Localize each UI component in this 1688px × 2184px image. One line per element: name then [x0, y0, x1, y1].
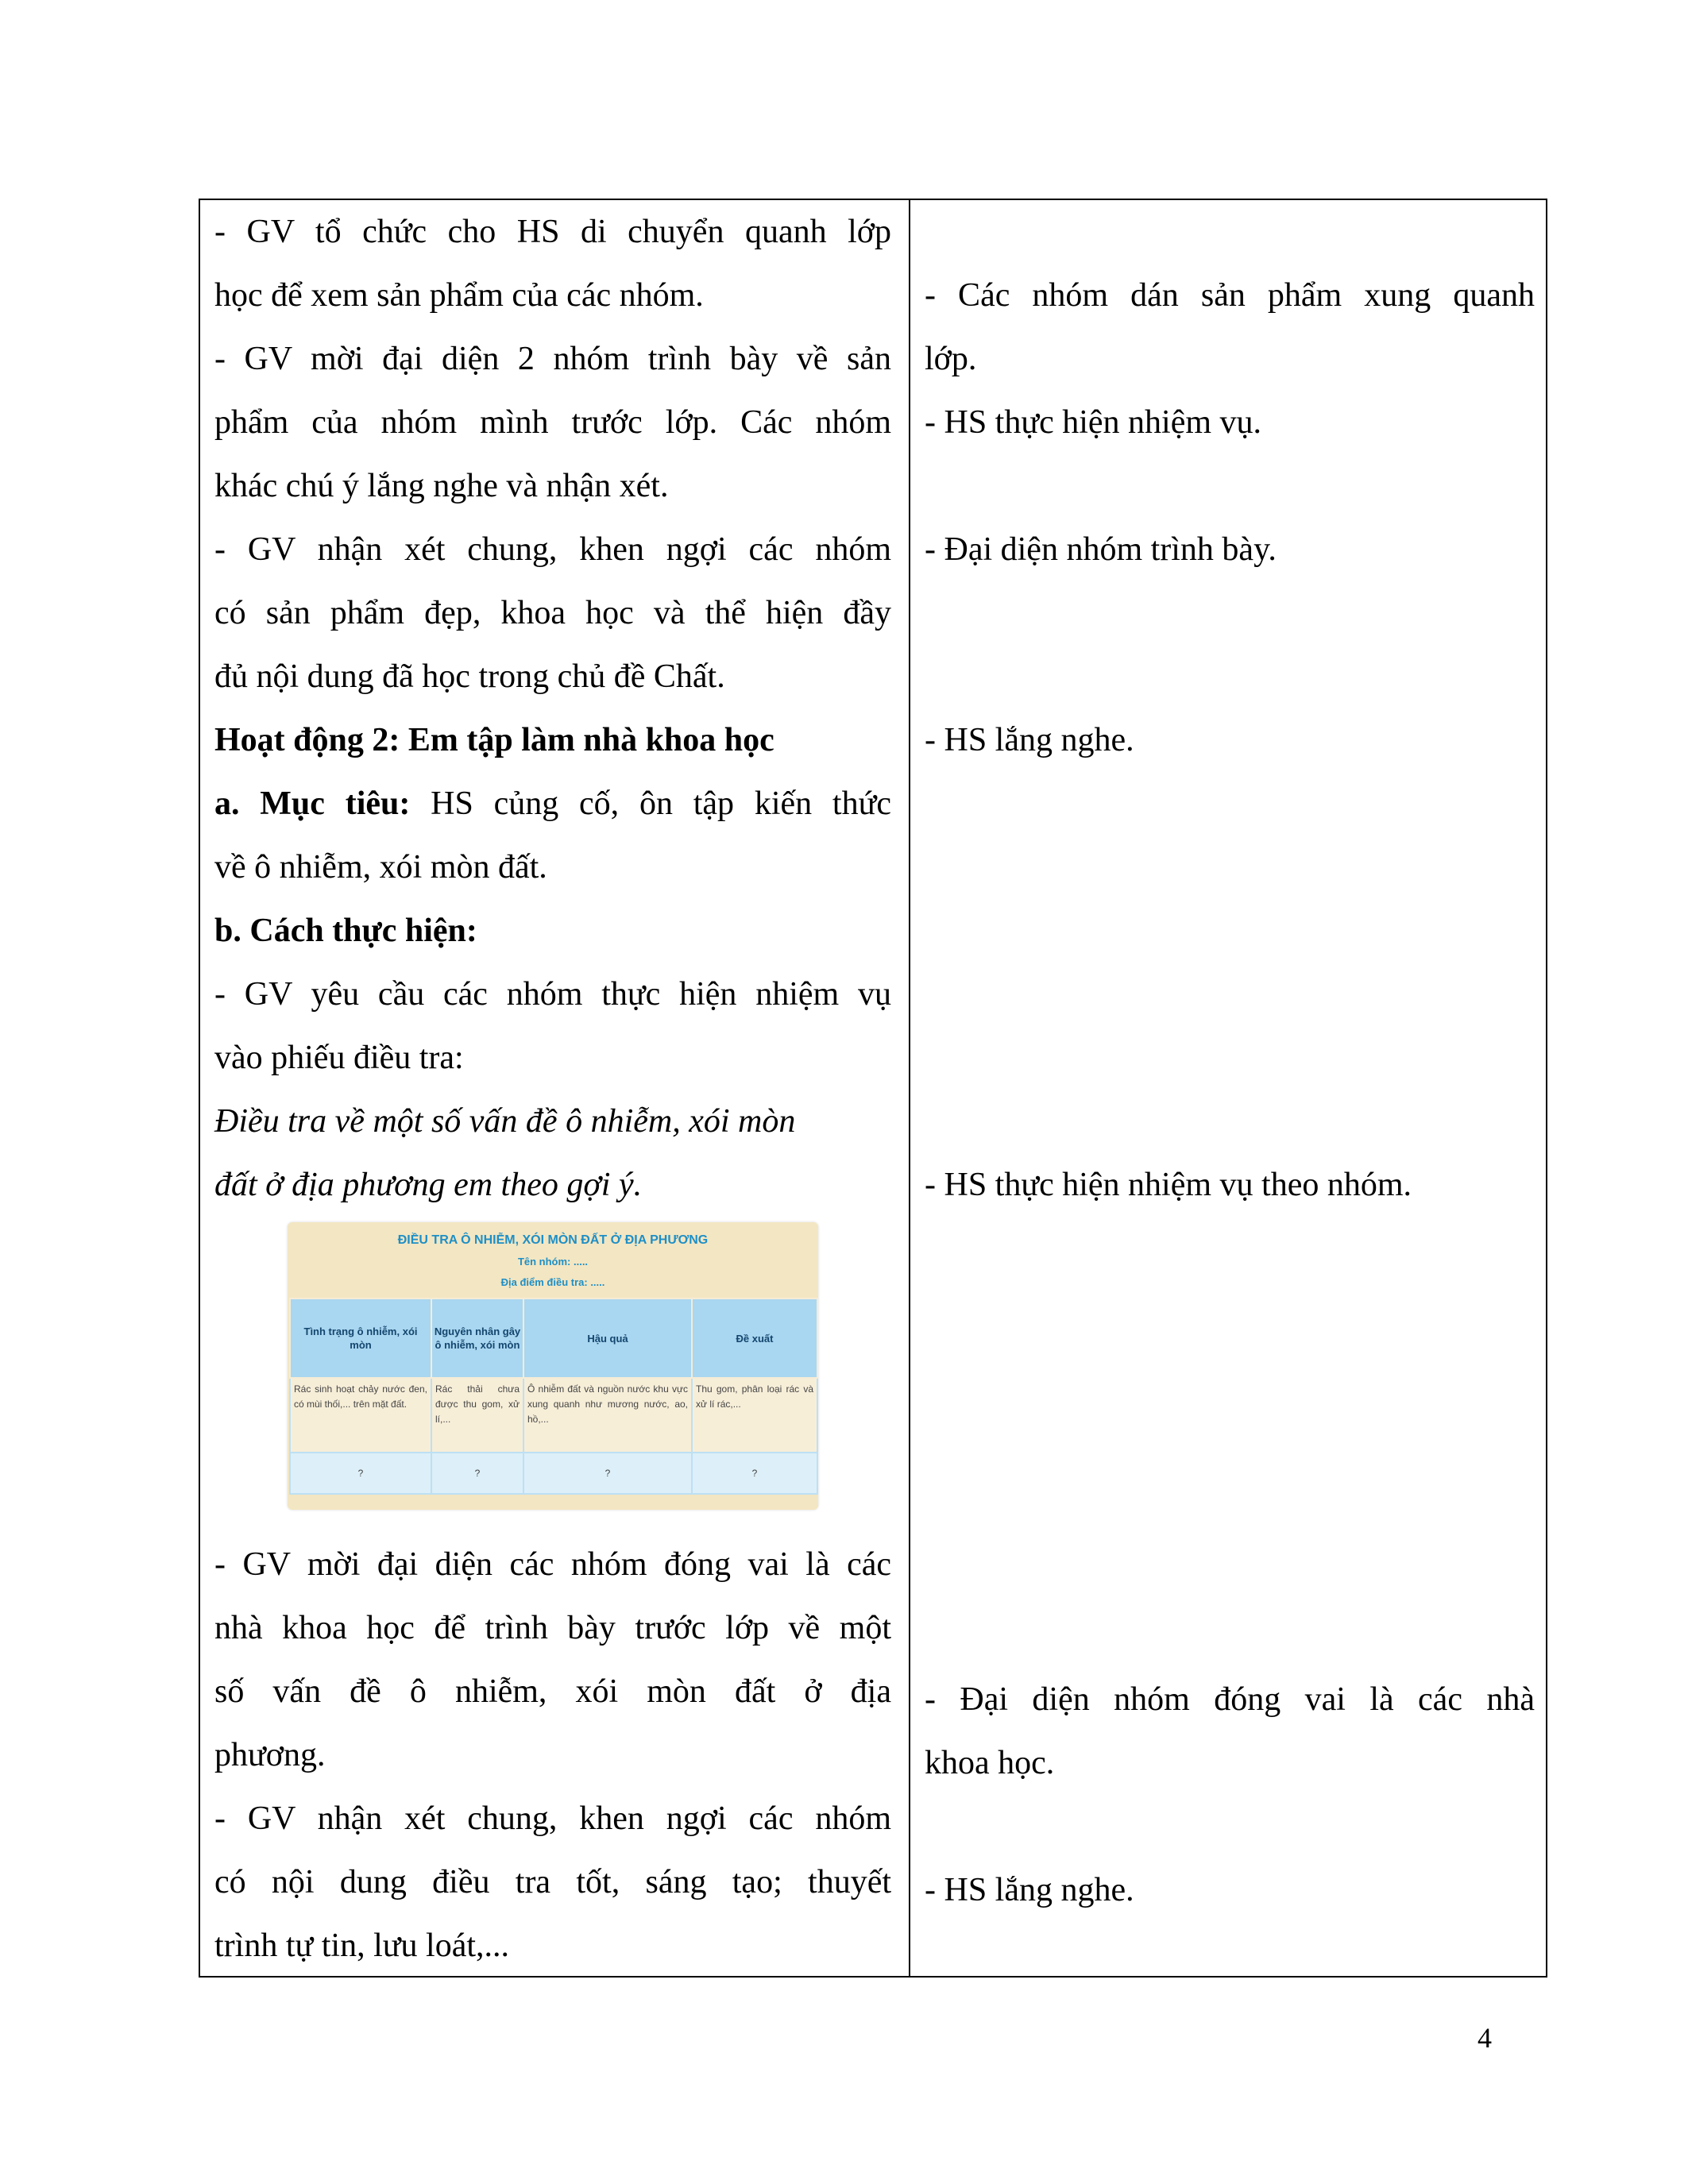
left-line: có sản phẩm đẹp, khoa học và thể hiện đầy	[214, 595, 891, 631]
worksheet-table	[289, 1298, 818, 1495]
left-line: - GV nhận xét chung, khen ngợi các nhóm	[214, 531, 891, 568]
worksheet-header: Tình trạng ô nhiễm, xói mòn	[290, 1298, 431, 1378]
right-line: khoa học.	[925, 1745, 1055, 1781]
left-line: - GV nhận xét chung, khen ngợi các nhóm	[214, 1800, 891, 1837]
left-line: phẩm của nhóm mình trước lớp. Các nhóm	[214, 404, 891, 441]
objective-label: a. Mục tiêu:	[214, 785, 411, 822]
left-line: đủ nội dung đã học trong chủ đề Chất.	[214, 658, 725, 695]
left-line: trình tự tin, lưu loát,...	[214, 1927, 510, 1964]
worksheet-placeholder: ?	[692, 1453, 817, 1494]
right-line: - HS thực hiện nhiệm vụ.	[925, 404, 1262, 441]
italic-line: Điều tra về một số vấn đề ô nhiễm, xói mòn	[214, 1103, 796, 1140]
worksheet-title: ĐIỀU TRA Ô NHIỄM, XÓI MÒN ĐẤT Ở ĐỊA PHƯƠNG	[397, 1233, 709, 1247]
left-line: phương.	[214, 1737, 326, 1773]
left-line: có nội dung điều tra tốt, sáng tạo; thuyết	[214, 1864, 891, 1900]
column-divider	[909, 200, 910, 1976]
method-heading: b. Cách thực hiện:	[214, 913, 477, 949]
left-line: số vấn đề ô nhiễm, xói mòn đất ở địa	[214, 1673, 891, 1710]
worksheet-group-name: Tên nhóm: .....	[517, 1256, 589, 1268]
right-line: - Đại diện nhóm đóng vai là các nhà	[925, 1681, 1535, 1718]
worksheet-header: Nguyên nhân gây ô nhiễm, xói mòn	[431, 1298, 523, 1378]
left-line: vào phiếu điều tra:	[214, 1040, 464, 1076]
left-line: nhà khoa học để trình bày trước lớp về một	[214, 1610, 891, 1646]
worksheet-placeholder: ?	[290, 1453, 431, 1494]
right-line: - HS thực hiện nhiệm vụ theo nhóm.	[925, 1167, 1412, 1203]
worksheet-header: Đề xuất	[692, 1298, 817, 1378]
right-line: - Đại diện nhóm trình bày.	[925, 531, 1277, 568]
right-line: lớp.	[925, 341, 977, 377]
survey-worksheet-image	[288, 1222, 818, 1510]
objective-line	[214, 772, 891, 835]
left-line: - GV tổ chức cho HS di chuyển quanh lớp	[214, 214, 891, 250]
left-line: - GV mời đại diện 2 nhóm trình bày về sản	[214, 341, 891, 377]
worksheet-cell: Rác sinh hoạt chảy nước đen, có mùi thối,... trên mặt đất.	[290, 1378, 431, 1453]
right-line: - HS lắng nghe.	[925, 722, 1134, 758]
left-line: - GV yêu cầu các nhóm thực hiện nhiệm vụ	[214, 976, 891, 1013]
left-line: về ô nhiễm, xói mòn đất.	[214, 849, 547, 886]
worksheet-placeholder: ?	[431, 1453, 523, 1494]
worksheet-header: Hậu quả	[523, 1298, 692, 1378]
worksheet-location: Địa điểm điều tra: .....	[500, 1276, 605, 1288]
worksheet-cell: Ô nhiễm đất và nguồn nước khu vực xung quanh như mương nước, ao, hồ,...	[523, 1378, 692, 1453]
right-line: - HS lắng nghe.	[925, 1872, 1134, 1908]
lesson-table	[199, 199, 1547, 1978]
left-line: khác chú ý lắng nghe và nhận xét.	[214, 468, 669, 504]
italic-line: đất ở địa phương em theo gợi ý.	[214, 1167, 643, 1203]
objective-text: HS củng cố, ôn tập kiến thức	[410, 785, 891, 822]
worksheet-cell: Rác thải chưa được thu gom, xử lí,...	[431, 1378, 523, 1453]
page-number: 4	[1477, 2022, 1492, 2054]
left-line: học để xem sản phẩm của các nhóm.	[214, 277, 704, 314]
activity-heading: Hoạt động 2: Em tập làm nhà khoa học	[214, 722, 774, 758]
worksheet-placeholder: ?	[523, 1453, 692, 1494]
worksheet-cell: Thu gom, phân loại rác và xử lí rác,...	[692, 1378, 817, 1453]
left-line: - GV mời đại diện các nhóm đóng vai là các	[214, 1546, 891, 1583]
right-line: - Các nhóm dán sản phẩm xung quanh	[925, 277, 1535, 314]
